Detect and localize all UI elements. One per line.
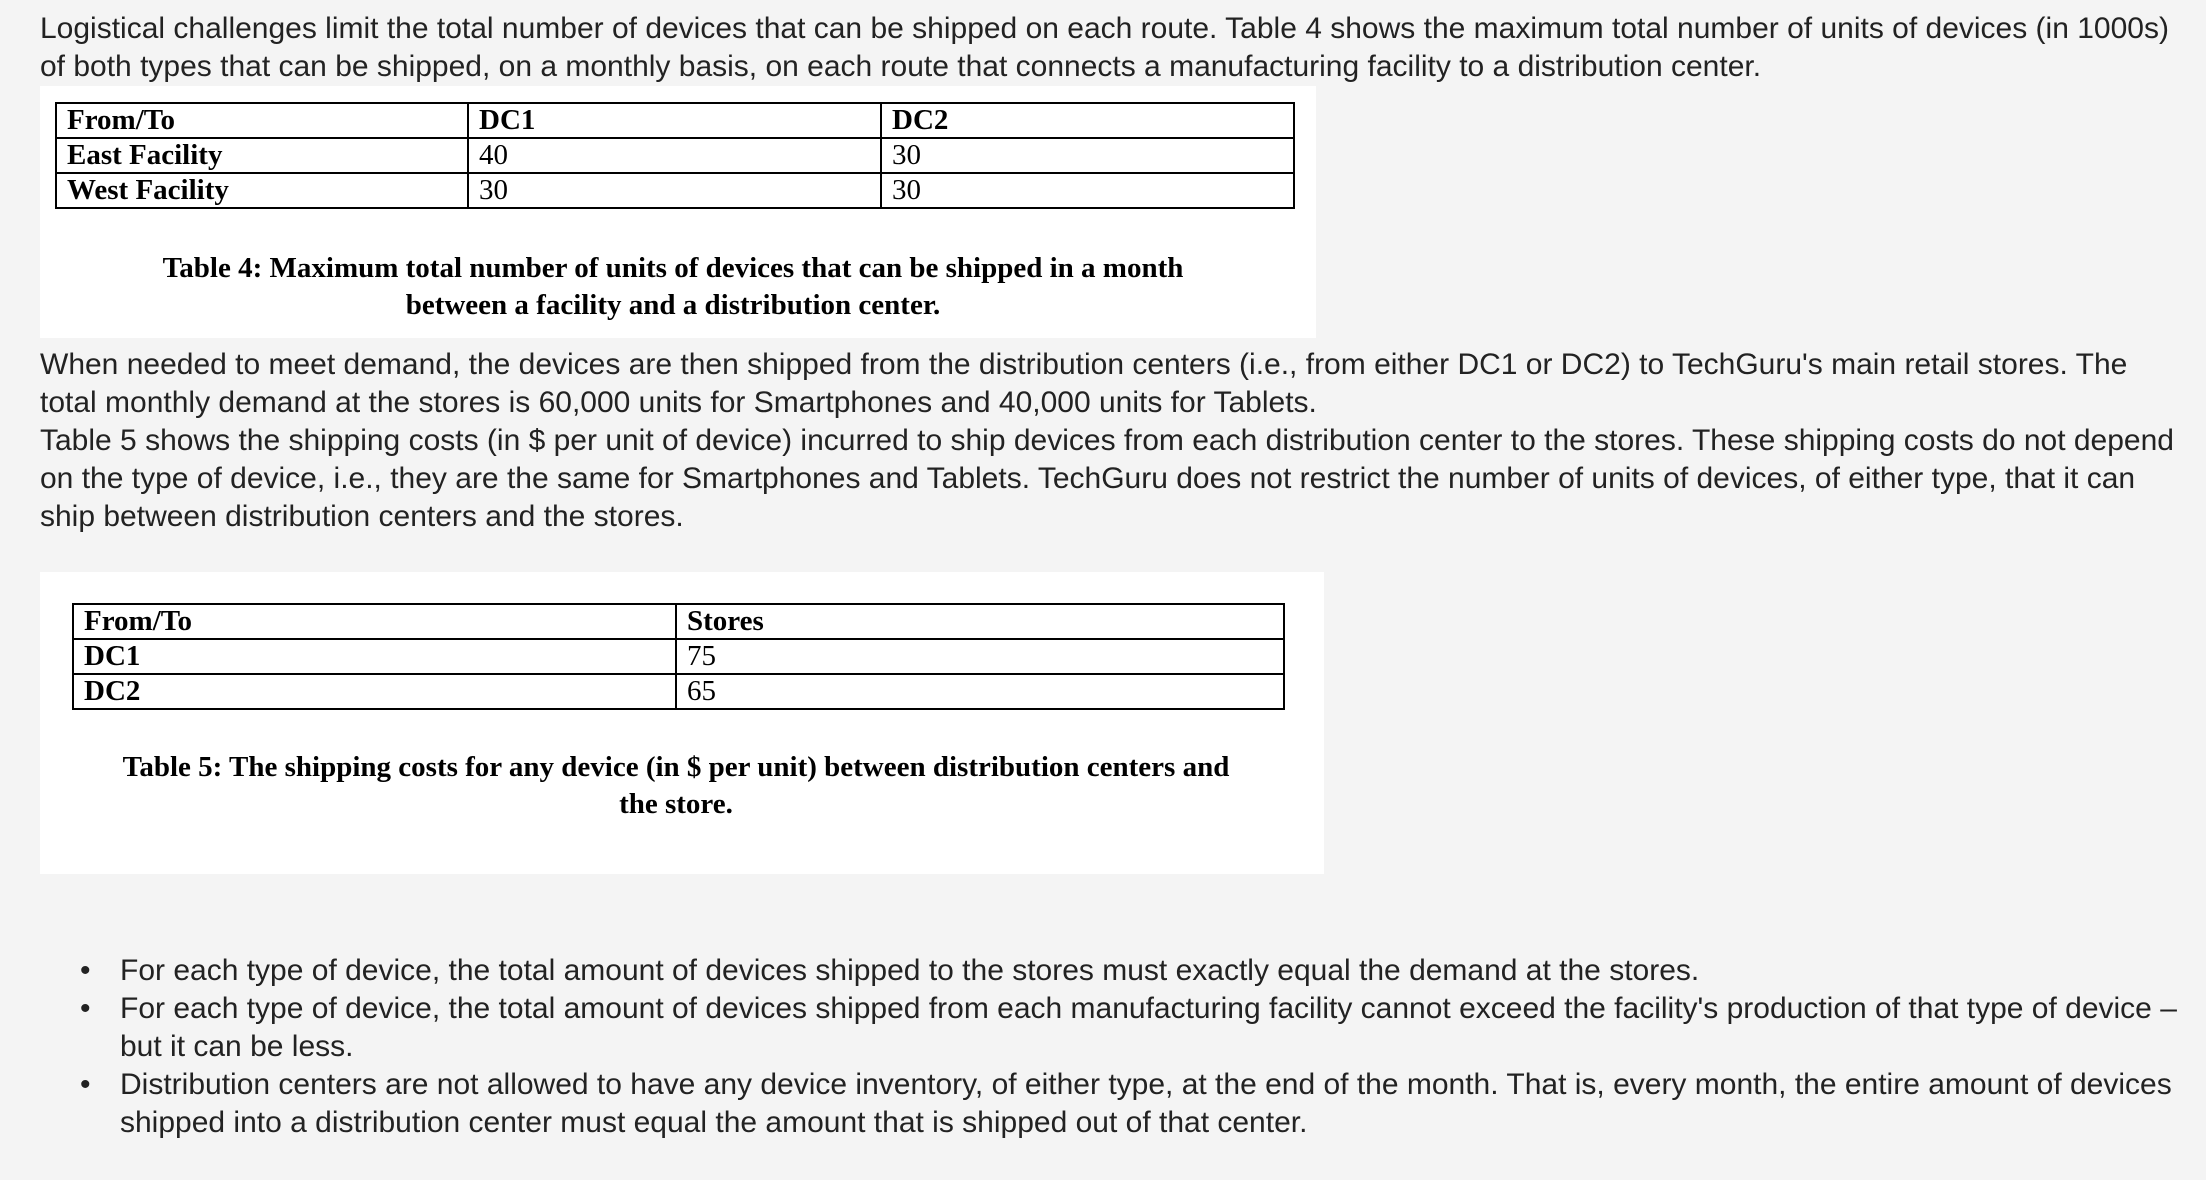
table-row	[56, 173, 1294, 208]
intro-paragraph: Logistical challenges limit the total number of devices that can be shipped on each route. Table 4 shows the maximum total number of units of devices (in 1000s) of both types that can be shipped, on a monthly basis, on each route that connects a manufacturing facility to a distribution center.	[40, 12, 2169, 83]
row-label-cell: East Facility	[56, 138, 468, 173]
table-header-cell: From/To	[56, 103, 468, 138]
list-item: • For each type of device, the total amount of devices shipped to the stores must exactly equal the demand at the stores.	[40, 952, 2190, 990]
table-5	[72, 603, 1285, 710]
table-5-figure	[40, 572, 1324, 874]
table-5-caption	[40, 749, 1312, 823]
table-header-cell: From/To	[73, 604, 676, 639]
constraints-list	[40, 952, 2190, 1142]
table-header-row	[56, 103, 1294, 138]
table-row	[56, 138, 1294, 173]
table-row	[73, 674, 1284, 709]
list-item: • For each type of device, the total amount of devices shipped from each manufacturing facility cannot exceed the facility's production of that type of device – but it can be less.	[40, 990, 2190, 1066]
table-row	[73, 639, 1284, 674]
table-4-figure	[40, 86, 1316, 338]
table-header-cell: DC1	[468, 103, 881, 138]
caption-line: the store.	[619, 788, 733, 820]
table-header-cell: Stores	[676, 604, 1284, 639]
list-item: • Distribution centers are not allowed to have any device inventory, of either type, at the end of the month. That is, every month, the entire amount of devices shipped into a distribution center must equal the amount that is shipped out of that center.	[40, 1066, 2190, 1142]
row-label-cell: DC2	[73, 674, 676, 709]
table-4-caption	[40, 250, 1306, 324]
shipping-cost-paragraph: Table 5 shows the shipping costs (in $ per unit of device) incurred to ship devices from each distribution center to the stores. These shipping costs do not depend on the type of device, i.e., they are the same for Smartphones and Tablets. TechGuru does not restrict the number of units of devices, of either type, that it can ship between distribution centers and the stores.	[40, 424, 2174, 533]
row-label-cell: DC1	[73, 639, 676, 674]
row-label-cell: West Facility	[56, 173, 468, 208]
table-cell: 30	[881, 138, 1294, 173]
table-cell: 30	[468, 173, 881, 208]
table-cell: 65	[676, 674, 1284, 709]
table-cell: 30	[881, 173, 1294, 208]
demand-paragraph: When needed to meet demand, the devices are then shipped from the distribution centers (i.e., from either DC1 or DC2) to TechGuru's main retail stores. The total monthly demand at the stores is 60,000 units for Smartphones and 40,000 units for Tablets.	[40, 348, 2128, 419]
table-cell: 40	[468, 138, 881, 173]
caption-line: Table 5: The shipping costs for any device (in $ per unit) between distribution centers and	[122, 751, 1230, 783]
table-4	[55, 102, 1295, 209]
table-cell: 75	[676, 639, 1284, 674]
caption-line: between a facility and a distribution center.	[405, 289, 941, 321]
table-header-cell: DC2	[881, 103, 1294, 138]
demand-description	[40, 346, 2190, 536]
table-header-row	[73, 604, 1284, 639]
caption-line: Table 4: Maximum total number of units of devices that can be shipped in a month	[162, 252, 1184, 284]
